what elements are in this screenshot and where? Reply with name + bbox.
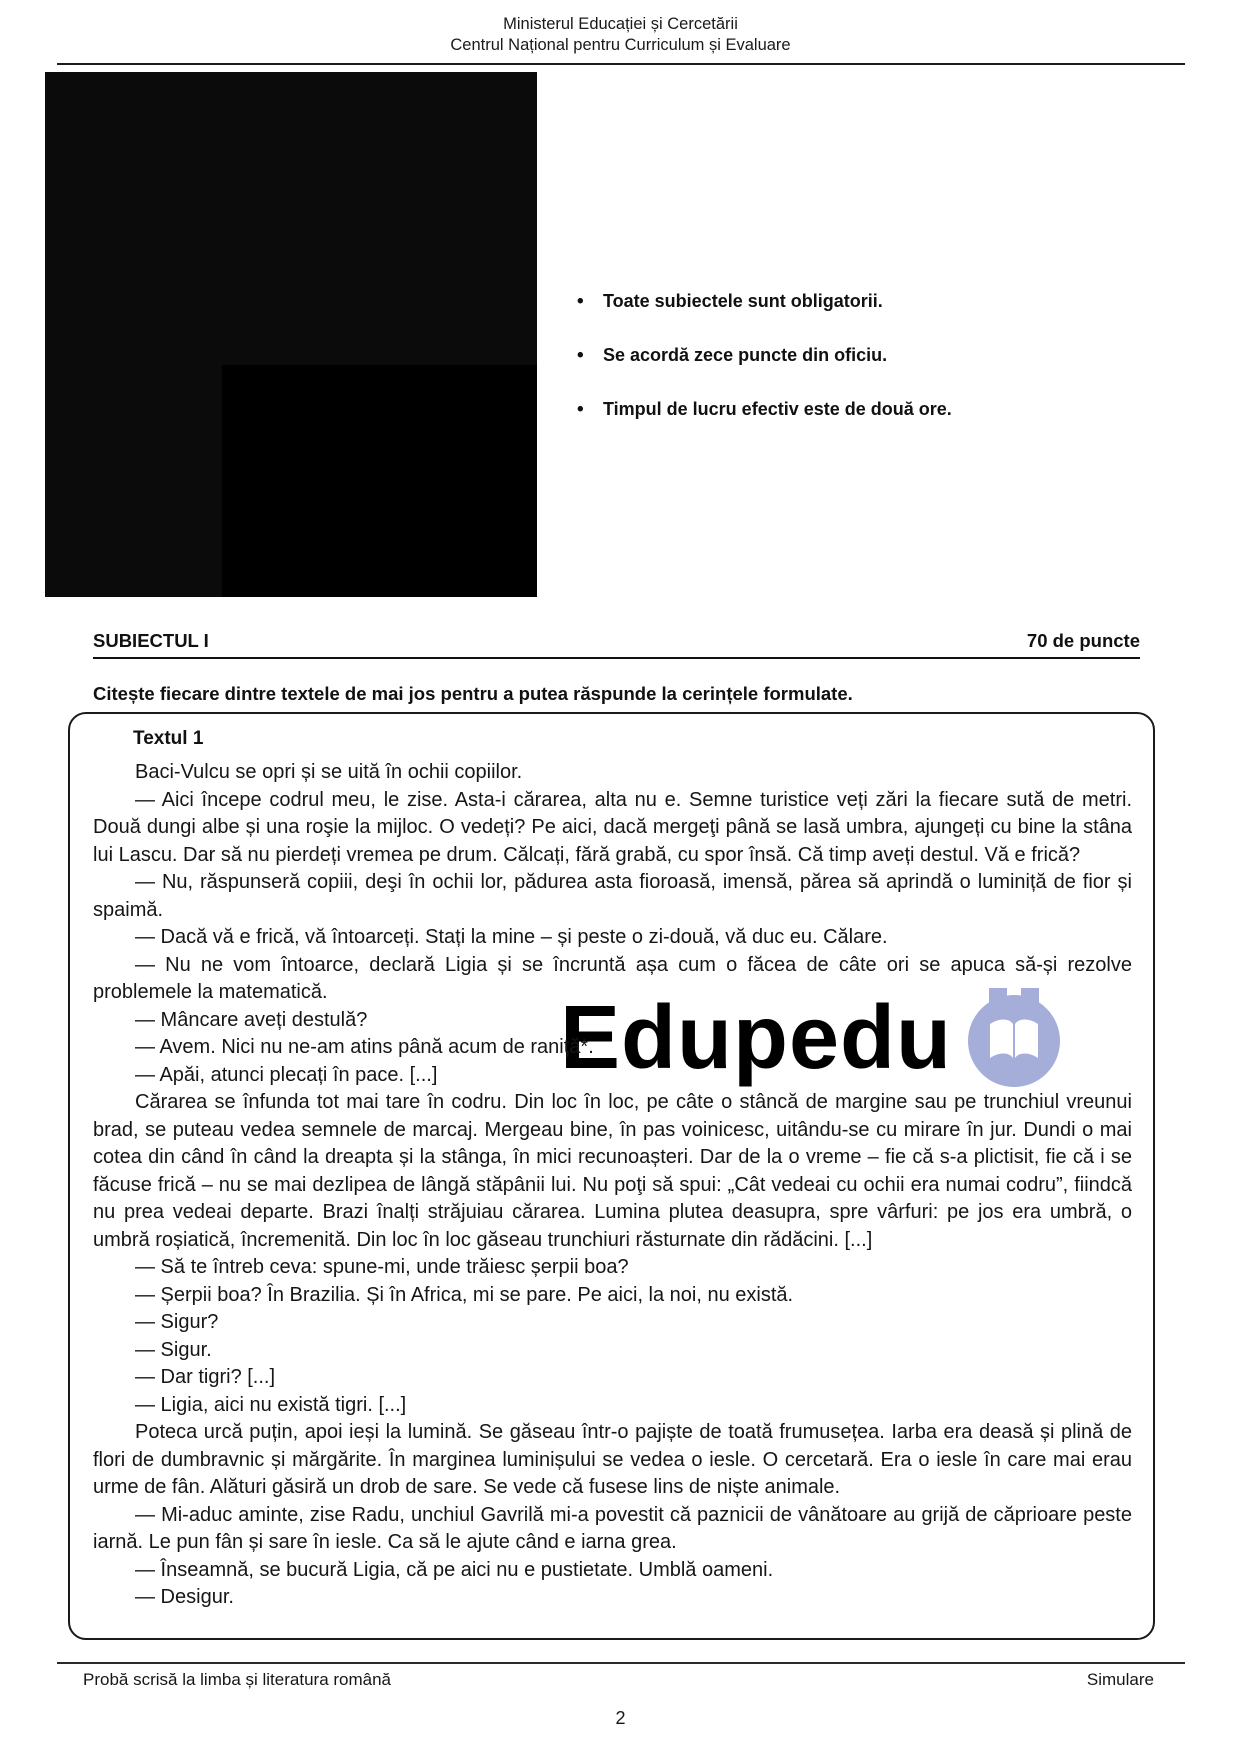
paragraph: Poteca urcă puțin, apoi ieși la lumină. Se găseau într-o pajiște de toată frumusețea. Iarba era deasă și plină de flori de dumbravnic și mărgărite. În marginea luminișului se vedea o iesle. O cercetară. Era o iesle în care mai erau urme de fân. Alături găsiră un drob de sare. Se vede că fusese lins de niște animale.	[93, 1421, 1132, 1498]
subject-heading	[93, 630, 1140, 659]
footer-right: Simulare	[1086, 1670, 1154, 1689]
subject-points: 70 de puncte	[1026, 630, 1140, 651]
subject-title: SUBIECTUL I	[93, 630, 209, 651]
paragraph: — Nu ne vom întoarce, declară Ligia și se încruntă așa cum o făcea de câte ori se apuca să-și rezolve problemele la matematică.	[93, 953, 1132, 1003]
bullet-icon: •	[577, 399, 584, 420]
paragraph: Baci-Vulcu se opri și se uită în ochii copiilor.	[135, 761, 523, 783]
paragraph: — Aici începe codrul meu, le zise. Asta-i cărarea, alta nu e. Semne turistice veți zări la fiecare sută de metri. Două dungi albe și una roşie la mijloc. O vedeți? Pe aici, dacă mergeţi până se lasă umbra, ajungeți cu bine la stâna lui Lascu. Dar să nu pierdeți vremea pe drum. Călcați, fără grabă, cu spor însă. Că timp aveți destul. Vă e frică?	[93, 788, 1132, 866]
footer-divider	[57, 1662, 1185, 1664]
paragraph: — Șerpii boa? În Brazilia. Și în Africa, mi se pare. Pe aici, la noi, nu există.	[135, 1283, 794, 1306]
paragraph: — Dar tigri? [...]	[135, 1366, 276, 1388]
exam-notices-list	[577, 288, 1177, 450]
paragraph: — Ligia, aici nu există tigri. [...]	[135, 1393, 407, 1416]
paragraph: — Mâncare aveți destulă?	[135, 1008, 368, 1031]
text-1-box	[68, 712, 1155, 1640]
paragraph: — Dacă vă e frică, vă întoarceți. Stați la mine – și peste o zi-două, vă duc eu. Călare.	[135, 926, 888, 948]
paragraph: — Sigur?	[135, 1311, 219, 1333]
paragraph: — Desigur.	[135, 1586, 234, 1608]
page-footer	[83, 1670, 1154, 1690]
redacted-image-inner	[222, 365, 537, 597]
notice-text: Se acordă zece puncte din oficiu.	[603, 345, 888, 365]
paragraph: — Avem. Nici nu ne-am atins până acum de raniță*.	[135, 1036, 594, 1058]
paragraph: — Nu, răspunseră copiii, deşi în ochii lor, pădurea asta fioroasă, imensă, părea să aprindă o luminiță de fior și spaimă.	[93, 871, 1132, 921]
notice-item	[577, 396, 1177, 423]
text-body	[93, 759, 1132, 1612]
paragraph: — Mi-aduc aminte, zise Radu, unchiul Gavrilă mi-a povestit că paznicii de vânătoare au grijă de căprioare peste iarnă. Le pun fân și sare în iesle. Ca să le ajute când e iarna grea.	[93, 1503, 1132, 1553]
instruction-line: Citește fiecare dintre textele de mai jos pentru a putea răspunde la cerințele formulate.	[93, 683, 853, 704]
notice-item	[577, 342, 1177, 369]
notice-item	[577, 288, 1177, 315]
header-line1: Ministerul Educației și Cercetării	[503, 15, 738, 33]
footer-left: Probă scrisă la limba și literatura română	[83, 1670, 392, 1689]
text-1-title: Textul 1	[133, 728, 204, 749]
header-line2: Centrul Național pentru Curriculum și Evaluare	[450, 36, 791, 54]
page-number: 2	[615, 1708, 626, 1728]
paragraph: — Sigur.	[135, 1338, 212, 1361]
page-header	[0, 14, 1241, 56]
watermark-text: Edupedu	[560, 988, 952, 1088]
bullet-icon: •	[577, 345, 584, 366]
notice-text: Toate subiectele sunt obligatorii.	[603, 291, 883, 311]
paragraph: — Să te întreb ceva: spune-mi, unde trăiesc șerpii boa?	[135, 1256, 629, 1278]
paragraph: — Apăi, atunci plecați în pace. [...]	[135, 1063, 438, 1086]
redacted-image-block	[45, 72, 537, 597]
header-divider	[57, 63, 1185, 65]
paragraph: Cărarea se înfunda tot mai tare în codru. Din loc în loc, pe câte o stâncă de margine sau pe trunchiul vreunui brad, se puteau vedea semnele de marcaj. Mergeau bine, în pas voinicesc, uitându-se cu mirare în jur. Dundi o mai cotea din când în când la dreapta și la stânga, în mici recunoașteri. Dar de la o vreme – fie că s-a plictisit, fie că i se făcuse frică – nu se mai dezlipea de lângă stăpânii lui. Nu poţi să spui: „Cât vedeai cu ochii era numai codru”, fiindcă nu prea vedeai departe. Brazi înalți străjuiau cărarea. Lumina plutea deasupra, spre vârfuri: pe jos era umbră, o umbră roșiatică, încremenită. Din loc în loc găseau trunchiuri răsturnate din rădăcini. [...]	[93, 1091, 1132, 1251]
bullet-icon: •	[577, 291, 584, 312]
notice-text: Timpul de lucru efectiv este de două ore.	[603, 399, 952, 419]
paragraph: — Înseamnă, se bucură Ligia, că pe aici nu e pustietate. Umblă oameni.	[135, 1558, 774, 1581]
